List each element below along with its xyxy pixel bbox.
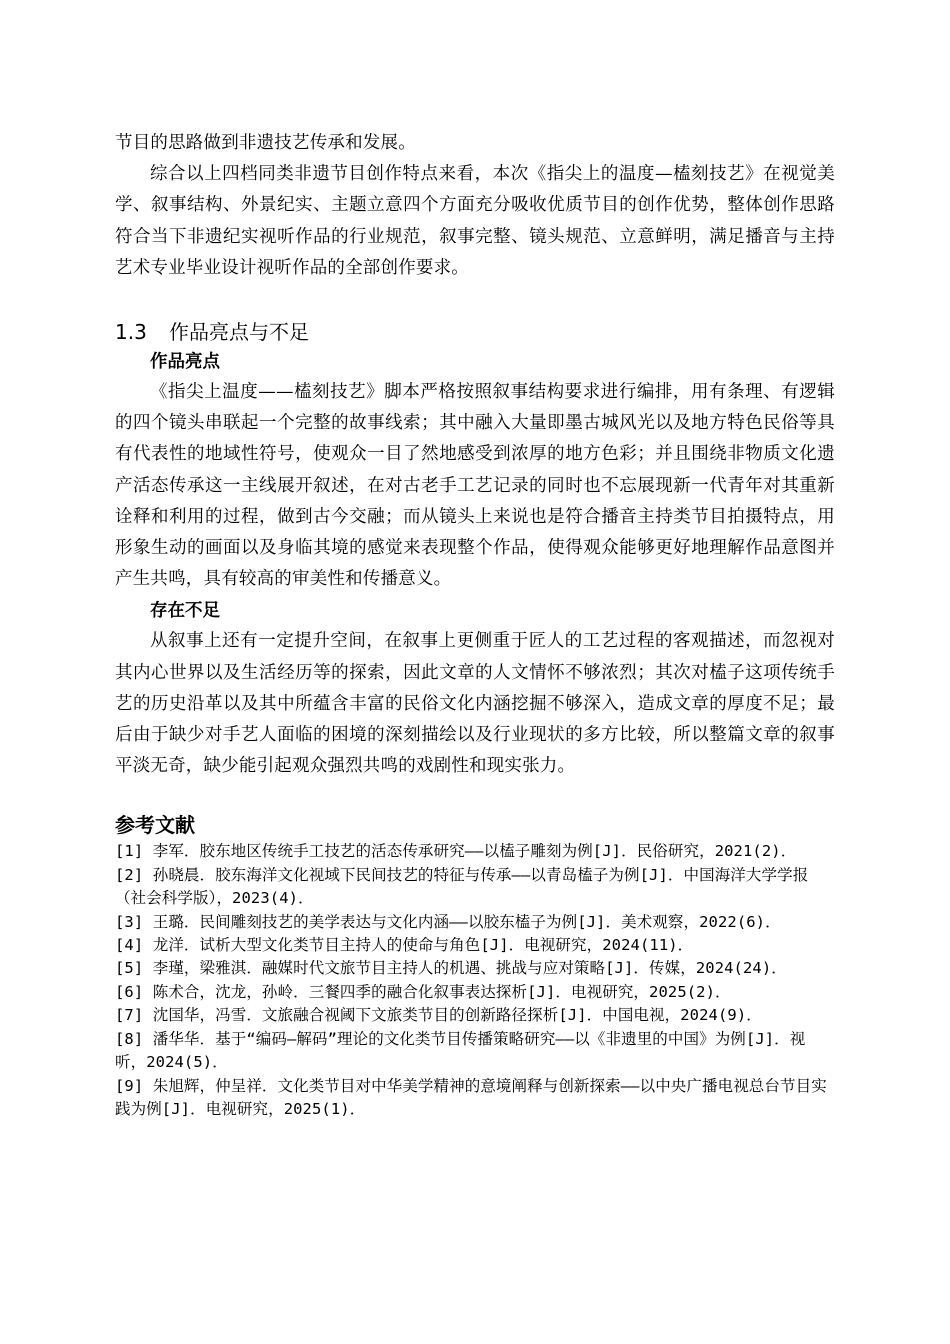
reference-item-2: [2] 孙晓晨．胶东海洋文化视域下民间技艺的特征与传承——以青岛榼子为例[J]．中国海洋大学学报（社会科学版），2023(4)．	[115, 865, 809, 908]
reference-item-7: [7] 沈国华，冯雪．文旅融合视阈下文旅类节目的创新路径探析[J]．中国电视，2024(9)．	[115, 1006, 762, 1025]
reference-item-9: [9] 朱旭辉，仲呈祥．文化类节目对中华美学精神的意境阐释与创新探索——以中央广播电视总台节目实践为例[J]．电视研究，2025(1)．	[115, 1076, 827, 1118]
highlights-heading: 作品亮点	[150, 352, 220, 373]
references-heading: 参考文献	[115, 813, 195, 838]
reference-item-1: [1] 李军．胶东地区传统手工技艺的活态传承研究——以榼子雕刻为例[J]．民俗研究，2021(2)．	[115, 842, 797, 861]
reference-item-3: [3] 王璐．民间雕刻技艺的美学表达与文化内涵——以胶东榼子为例[J]．美术观察，2022(6)．	[115, 912, 781, 931]
page-content	[115, 128, 835, 1121]
shortcomings-paragraph: 从叙事上还有一定提升空间，在叙事上更侧重于匠人的工艺过程的客观描述，而忽视对其内心世界以及生活经历等的探索，因此文章的人文情怀不够浓烈；其次对榼子这项传统手艺的历史沿革以及其中所蕴含丰富的民俗文化内涵挖掘不够深入，造成文章的厚度不足；最后由于缺少对手艺人面临的困境的深刻描绘以及行业现状的多方比较，所以整篇文章的叙事平淡无奇，缺少能引起观众强烈共鸣的戏剧性和现实张力。	[115, 631, 835, 777]
reference-item-8: [8] 潘华华．基于“编码—解码”理论的文化类节目传播策略研究——以《非遗里的中国》为例[J]．视听，2024(5)．	[115, 1029, 806, 1072]
reference-list	[115, 840, 835, 1121]
shortcomings-heading: 存在不足	[150, 601, 220, 622]
paragraph-summary: 综合以上四档同类非遗节目创作特点来看，本次《指尖上的温度—榼刻技艺》在视觉美学、叙事结构、外景纪实、主题立意四个方面充分吸收优质节目的创作优势，整体创作思路符合当下非遗纪实视听作品的行业规范，叙事完整、镜头规范、立意鲜明，满足播音与主持艺术专业毕业设计视听作品的全部创作要求。	[115, 164, 835, 278]
section-number: 1.3	[115, 320, 147, 345]
paragraph-continued: 节目的思路做到非遗技艺传承和发展。	[115, 133, 416, 153]
reference-item-6: [6] 陈术合，沈龙，孙岭．三餐四季的融合化叙事表达探析[J]．电视研究，2025(2)．	[115, 982, 731, 1001]
reference-item-4: [4] 龙洋．试析大型文化类节目主持人的使命与角色[J]．电视研究，2024(11)．	[115, 936, 694, 955]
highlights-paragraph: 《指尖上温度——榼刻技艺》脚本严格按照叙事结构要求进行编排，用有条理、有逻辑的四个镜头串联起一个完整的故事线索；其中融入大量即墨古城风光以及地方特色民俗等具有代表性的地域性符号，使观众一目了然地感受到浓厚的地方色彩；并且围绕非物质文化遗产活态传承这一主线展开叙述，在对古老手工艺记录的同时也不忘展现新一代青年对其重新诠释和利用的过程，做到古今交融；而从镜头上来说也是符合播音主持类节目拍摄特点，用形象生动的画面以及身临其境的感觉来表现整个作品，使得观众能够更好地理解作品意图并产生共鸣，具有较高的审美性和传播意义。	[115, 382, 835, 590]
section-heading	[115, 318, 835, 346]
section-title: 作品亮点与不足	[169, 320, 309, 345]
reference-item-5: [5] 李瑾，梁雅淇．融媒时代文旅节目主持人的机遇、挑战与应对策略[J]．传媒，2024(24)．	[115, 959, 787, 978]
